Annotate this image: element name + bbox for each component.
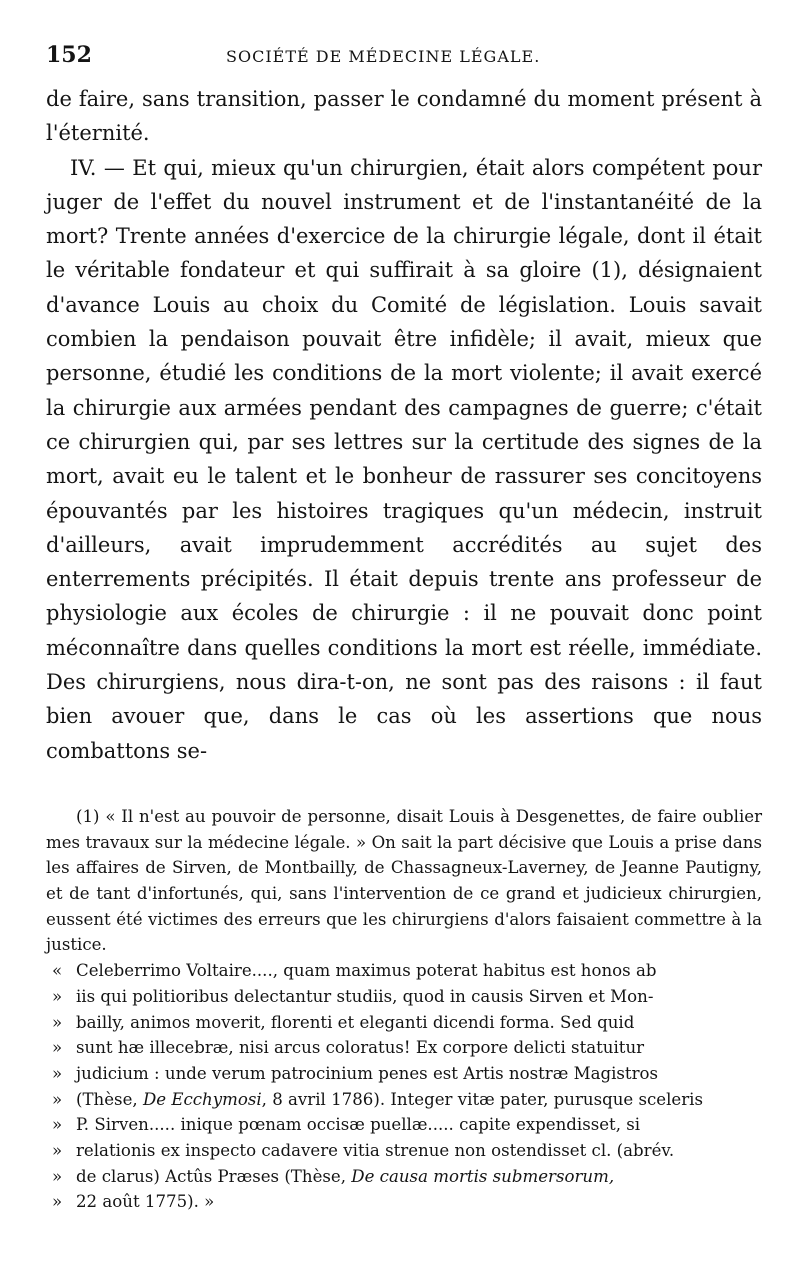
thesis-title: De causa mortis submersorum, (351, 1166, 615, 1186)
footnote-quote-line: » judicium : unde verum patrocinium penes est Artis nostræ Magistros (52, 1063, 659, 1083)
paragraph-continuation: de faire, sans transition, passer le condamné du moment présent à l'éternité. (46, 87, 762, 146)
footnote-quote-line: » bailly, animos moverit, florenti et eleganti dicendi forma. Sed quid (52, 1012, 635, 1032)
footnote-quote-line: « Celeberrimo Voltaire...., quam maximus poterat habitus est honos ab (52, 961, 657, 981)
footnote (46, 804, 762, 1215)
footnote-quote-line: » relationis ex inspecto cadavere vitia strenue non ostendisset cl. (abrév. (52, 1141, 675, 1161)
running-head (46, 42, 762, 82)
footnote-separator (46, 768, 762, 804)
thesis-title: De Ecchymosi (142, 1089, 262, 1109)
footnote-quote-line: » sunt hæ illecebræ, nisi arcus coloratus! Ex corpore delicti statuitur (52, 1038, 645, 1058)
main-text (46, 82, 762, 768)
footnote-quote-line: » iis qui politioribus delectantur studiis, quod in causis Sirven et Mon- (52, 986, 654, 1006)
footnote-quote-line: » P. Sirven..... inique pœnam occisæ puellæ..... capite expendisset, si (52, 1115, 641, 1135)
footnote-quote-line-thesis: » (Thèse, De Ecchymosi, 8 avril 1786). Integer vitæ pater, purusque sceleris (52, 1089, 704, 1109)
paragraph-section-iv: IV. — Et qui, mieux qu'un chirurgien, était alors compétent pour juger de l'effet du nouvel instrument et de l'instantanéité de la mort? Trente années d'exercice de la chirurgie légale, dont il était le véritable fondateur et qui suffirait à sa gloire (1), désignaient d'avance Louis au choix du Comité de législation. Louis savait combien la pendaison pouvait être infidèle; il avait, mieux que personne, étudié les conditions de la mort violente; il avait exercé la chirurgie aux armées pendant des campagnes de guerre; c'était ce chirurgien qui, par ses lettres sur la certitude des signes de la mort, avait eu le talent et le bonheur de rassurer ses concitoyens épouvantés par les histoires tragiques qu'un médecin, instruit d'ailleurs, avait imprudemment accrédités au sujet des enterrements précipités. Il était depuis trente ans professeur de physiologie aux écoles de chirurgie : il ne pouvait donc point méconnaître dans quelles conditions la mort est réelle, immédiate. Des chirurgiens, nous dira-t-on, ne sont pas des raisons : il faut bien avouer que, dans le cas où les assertions que nous combattons se- (46, 155, 762, 763)
running-title: SOCIÉTÉ DE MÉDECINE LÉGALE. (226, 47, 541, 66)
page-number: 152 (46, 42, 92, 68)
footnote-quote-line-thesis: » de clarus) Actûs Præses (Thèse, De causa mortis submersorum, (52, 1166, 615, 1186)
footnote-intro: (1) « Il n'est au pouvoir de personne, disait Louis à Desgenettes, de faire oublier mes travaux sur la médecine légale. » On sait la part décisive que Louis a prise dans les affaires de Sirven, de Montbailly, de Chassagneux-Laverney, de Jeanne Pautigny, et de tant d'infortunés, qui, sans l'intervention de ce grand et judicieux chirurgien, eussent été victimes des erreurs que les chirurgiens d'alors faisaient commettre à la justice. (46, 806, 762, 955)
footnote-quote-line: » 22 août 1775). » (52, 1192, 215, 1212)
